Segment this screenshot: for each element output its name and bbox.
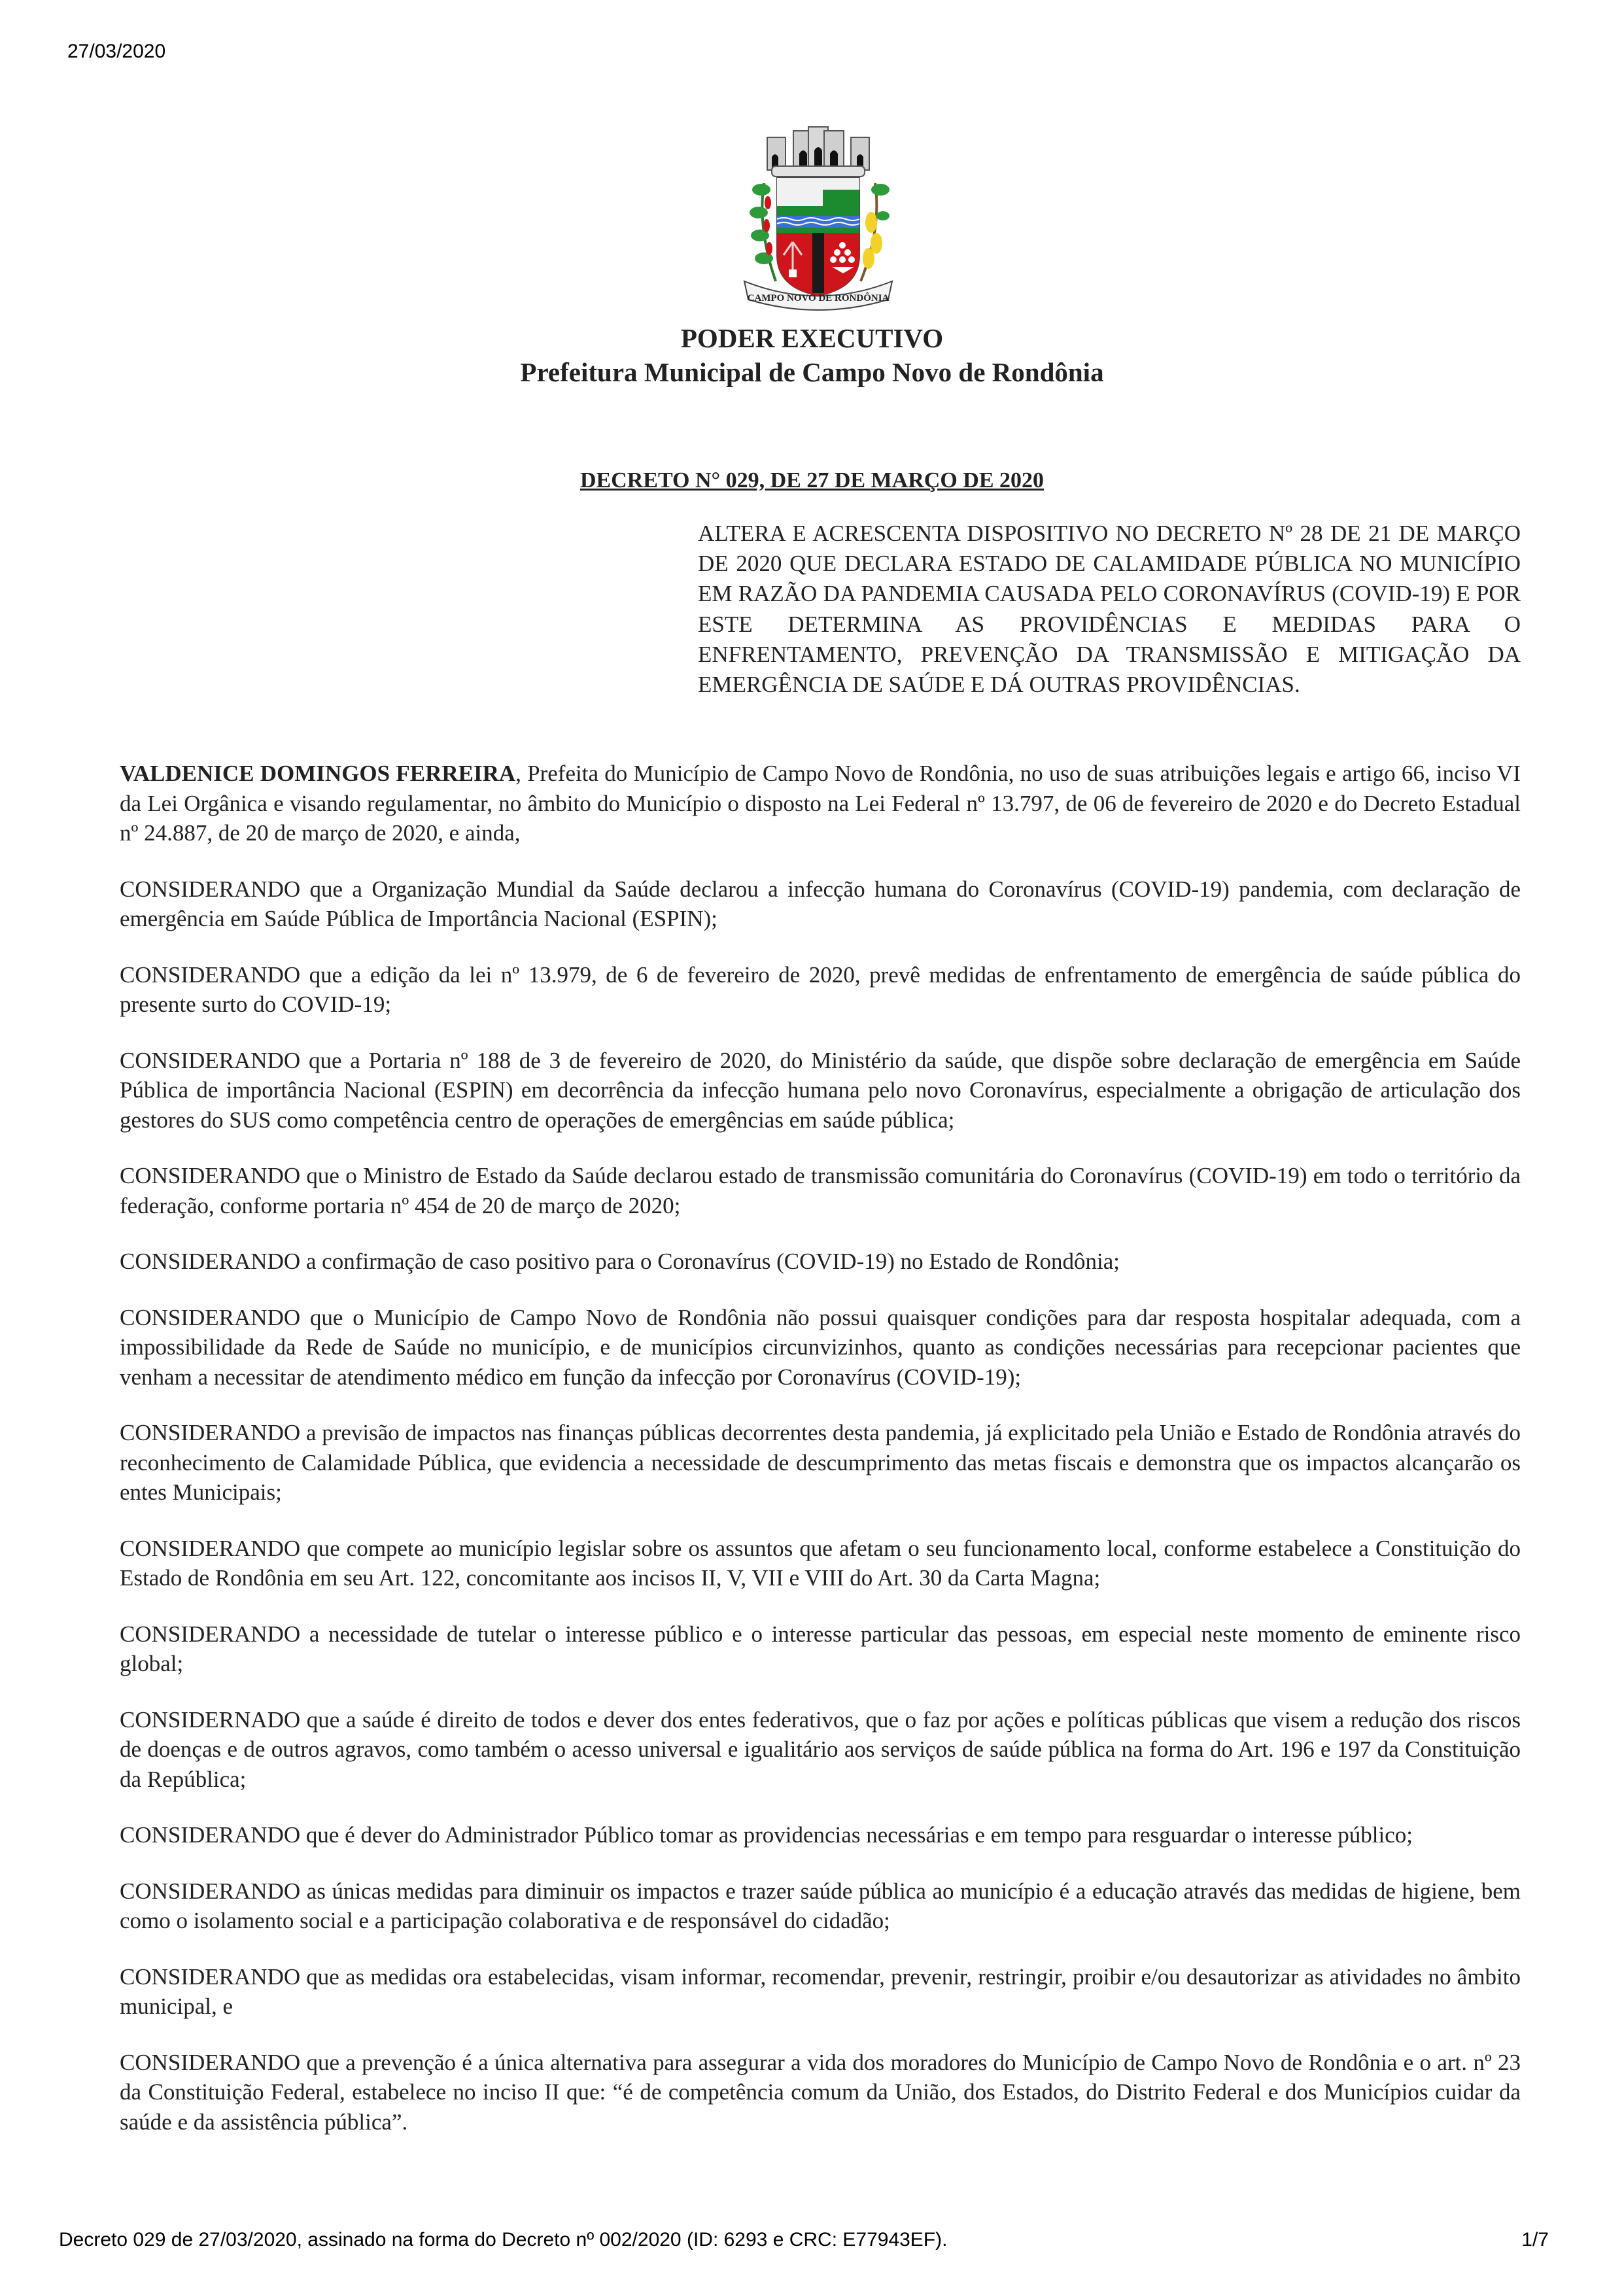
decree-ementa: ALTERA E ACRESCENTA DISPOSITIVO NO DECRETO Nº 28 DE 21 DE MARÇO DE 2020 QUE DECLARA ESTADO DE CALAMIDADE PÚBLICA NO MUNICÍPIO EM RAZÃO DA PANDEMIA CAUSADA PELO CORONAVÍRUS (COVID-19) E POR ESTE DETERMINA AS PROVIDÊNCIAS E MEDIDAS PARA O ENFRENTAMENTO, PREVENÇÃO DA TRANSMISSÃO E MITIGAÇÃO DA EMERGÊNCIA DE SAÚDE E DÁ OUTRAS PROVIDÊNCIAS. <box>698 521 1521 698</box>
consideration: CONSIDERANDO que o Município de Campo Novo de Rondônia não possui quaisquer condições para dar resposta hospitalar adequada, com a impossibilidade da Rede de Saúde no município, e de municípios circunvizinhos, quanto as condições necessárias para recepcionar pacientes que venham a necessitar de atendimento médico em função da infecção por Coronavírus (COVID-19); <box>120 1304 1521 1390</box>
consideration: CONSIDERANDO que a Portaria nº 188 de 3 de fevereiro de 2020, do Ministério da saúde, que dispõe sobre declaração de emergência em Saúde Pública de importância Nacional (ESPIN) em decorrência da infecção humana pelo novo Coronavírus, especialmente a obrigação de articulação dos gestores do SUS como competência centro de operações de emergências em saúde pública; <box>120 1047 1521 1133</box>
print-date: 27/03/2020 <box>67 41 166 62</box>
municipal-coat-of-arms <box>731 124 905 314</box>
letterhead-subtitle: Prefeitura Municipal de Campo Novo de Rondônia <box>520 357 1104 387</box>
preamble <box>120 759 1521 848</box>
decree-body <box>120 759 1521 2163</box>
consideration: CONSIDERANDO que compete ao município legislar sobre os assuntos que afetam o seu funcionamento local, conforme estabelece a Constituição do Estado de Rondônia em seu Art. 122, concomitante aos incisos II, V, VII e VIII do Art. 30 da Carta Magna; <box>120 1535 1521 1591</box>
consideration: CONSIDERANDO que o Ministro de Estado da Saúde declarou estado de transmissão comunitária do Coronavírus (COVID-19) em todo o território da federação, conforme portaria nº 454 de 20 de março de 2020; <box>120 1163 1521 1218</box>
consideration: CONSIDERNADO que a saúde é direito de todos e dever dos entes federativos, que o faz por ações e políticas públicas que visem a redução dos riscos de doenças e de outros agravos, como também o acesso universal e igualitário aos serviços de saúde pública na forma do Art. 196 e 197 da Constituição da República; <box>120 1706 1521 1792</box>
consideration: CONSIDERANDO que as medidas ora estabelecidas, visam informar, recomendar, prevenir, restringir, proibir e/ou desautorizar as atividades no âmbito municipal, e <box>120 1963 1521 2019</box>
cacao-branch-icon <box>861 183 890 281</box>
decree-title: DECRETO N° 029, DE 27 DE MARÇO DE 2020 <box>579 468 1045 492</box>
mural-crown-icon <box>767 127 869 177</box>
mayor-name: VALDENICE DOMINGOS FERREIRA <box>120 761 516 786</box>
svg-text:CAMPO NOVO DE RONDÔNIA: CAMPO NOVO DE RONDÔNIA <box>747 293 890 303</box>
signature-footer: Decreto 029 de 27/03/2020, assinado na forma do Decreto nº 002/2020 (ID: 6293 e CRC: E77943EF). <box>59 2229 948 2251</box>
consideration: CONSIDERANDO a previsão de impactos nas finanças públicas decorrentes desta pandemia, já explicitado pela União e Estado de Rondônia através do reconhecimento de Calamidade Pública, que evidencia a necessidade de descumprimento das metas fiscais e demonstra que os impactos alcançarão os entes Municipais; <box>120 1420 1521 1505</box>
letterhead-title: PODER EXECUTIVO <box>680 323 944 353</box>
consideration: CONSIDERANDO a confirmação de caso positivo para o Coronavírus (COVID-19) no Estado de Rondônia; <box>120 1249 1120 1274</box>
consideration: CONSIDERANDO a necessidade de tutelar o interesse público e o interesse particular das pessoas, em especial neste momento de eminente risco global; <box>120 1621 1521 1676</box>
consideration: CONSIDERANDO que é dever do Administrador Público tomar as providencias necessárias e em tempo para resguardar o interesse público; <box>120 1822 1413 1848</box>
consideration: CONSIDERANDO que a prevenção é a única alternativa para assegurar a vida dos moradores do Município de Campo Novo de Rondônia e o art. nº 23 da Constituição Federal, estabelece no inciso II que: “é de competência comum da União, dos Estados, do Distrito Federal e dos Municípios cuidar da saúde e da assistência pública”. <box>120 2049 1521 2135</box>
shield-icon <box>777 178 859 296</box>
preamble-text: , Prefeita do Município de Campo Novo de Rondônia, no uso de suas atribuições legais e artigo 66, inciso VI da Lei Orgânica e visando regulamentar, no âmbito do Município o disposto na Lei Federal nº 13.797, de 06 de fevereiro de 2020 e do Decreto Estadual nº 24.887, de 20 de março de 2020, e ainda, <box>120 761 1521 846</box>
page-number: 1/7 <box>1521 2229 1549 2251</box>
consideration: CONSIDERANDO que a Organização Mundial da Saúde declarou a infecção humana do Coronavírus (COVID-19) pandemia, com declaração de emergência em Saúde Pública de Importância Nacional (ESPIN); <box>120 876 1521 931</box>
consideration: CONSIDERANDO as únicas medidas para diminuir os impactos e trazer saúde pública ao município é a educação através das medidas de higiene, bem como o isolamento social e a participação colaborativa e de responsável do cidadão; <box>120 1878 1521 1933</box>
consideration: CONSIDERANDO que a edição da lei nº 13.979, de 6 de fevereiro de 2020, prevê medidas de enfrentamento de emergência de saúde pública do presente surto do COVID-19; <box>120 961 1521 1017</box>
coffee-branch-icon <box>750 183 776 281</box>
